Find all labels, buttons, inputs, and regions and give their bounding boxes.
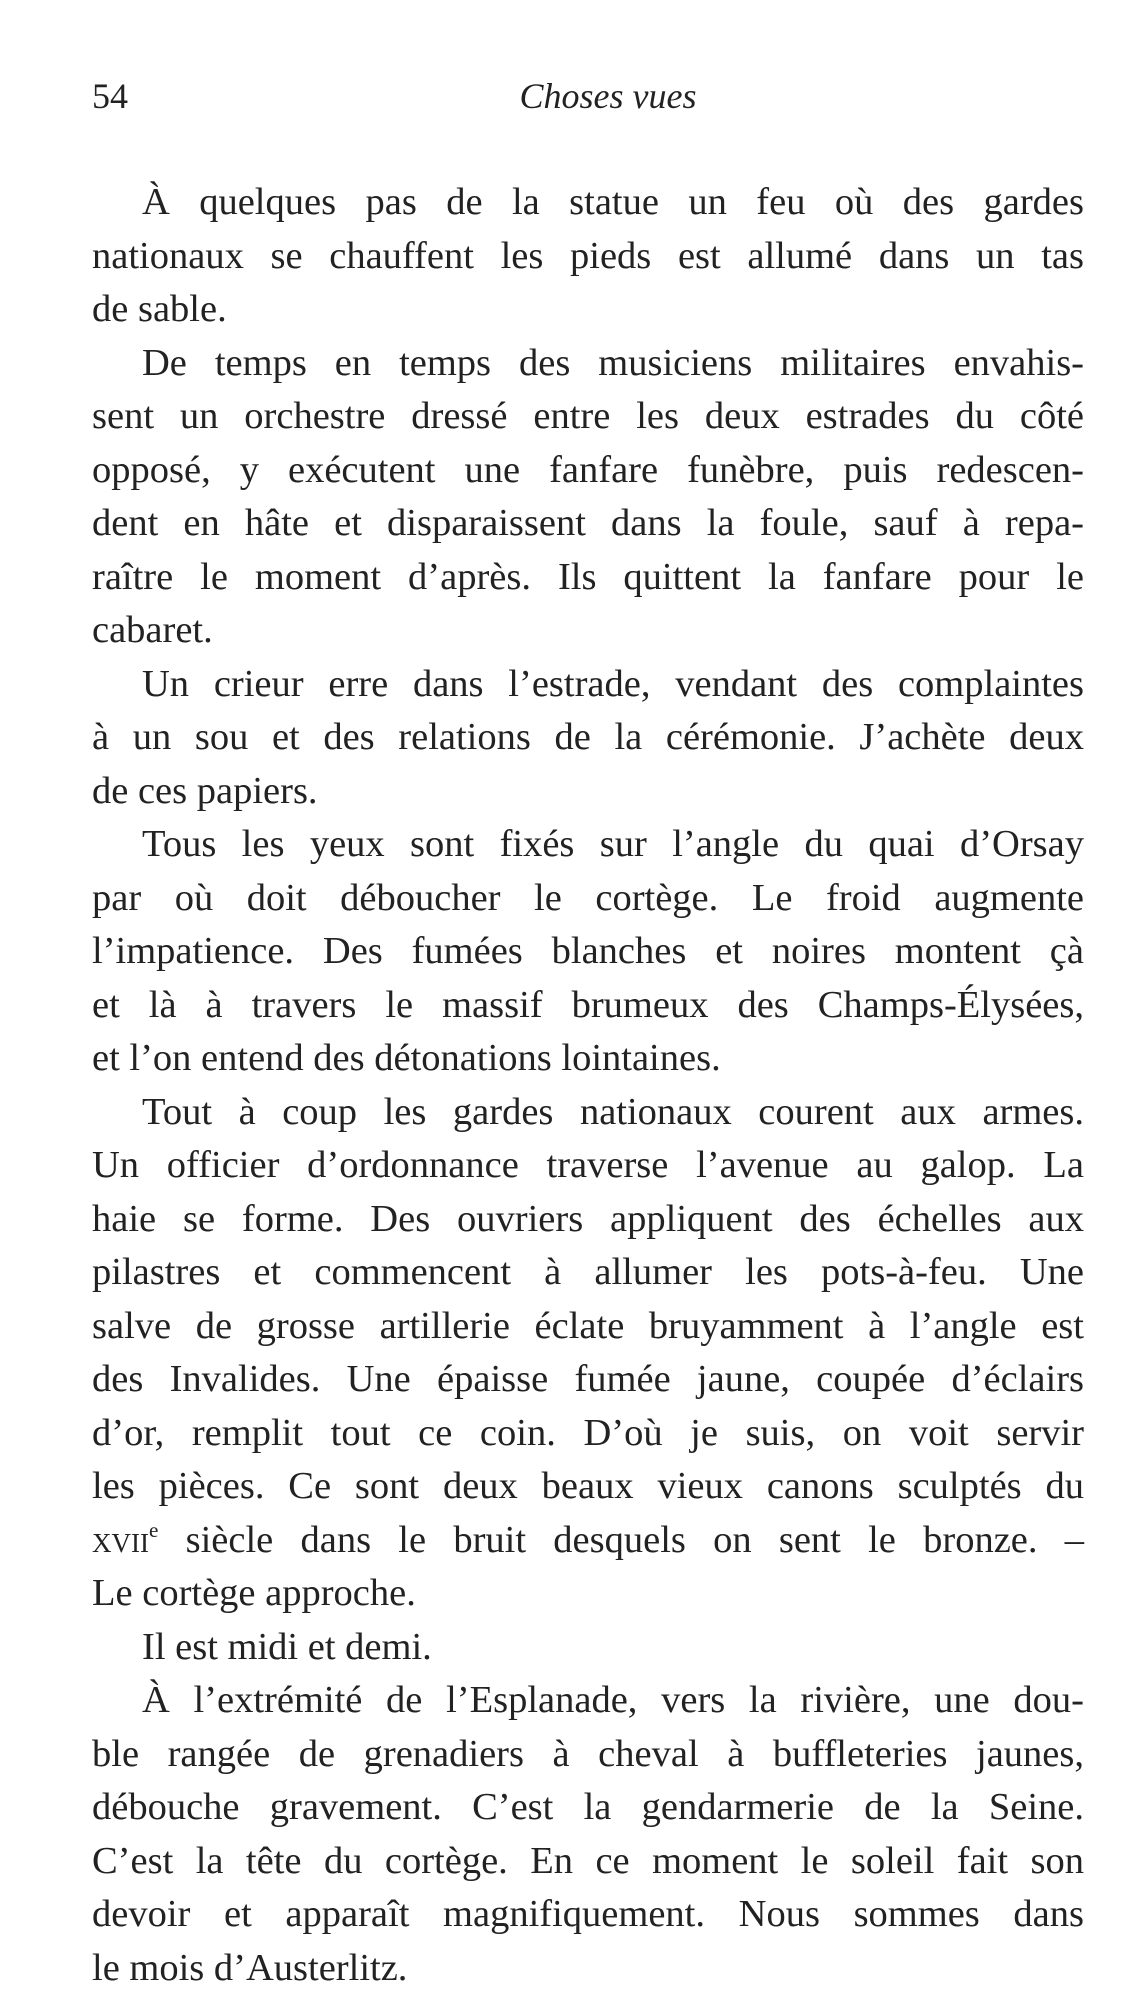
text-line: De temps en temps des musiciens militaires envahis- — [142, 341, 1084, 384]
century-line-rest: siècle dans le bruit desquels on sent le bronze. – — [158, 1518, 1084, 1561]
century-suffix: e — [148, 1517, 159, 1542]
text-line: pilastres et commencent à allumer les pots-à-feu. Une — [92, 1251, 1084, 1293]
running-title: Choses vues — [519, 76, 697, 116]
text-line-century — [92, 1514, 1084, 1568]
century-numeral: xvii — [92, 1518, 149, 1561]
text-line: À quelques pas de la statue un feu où des gardes — [142, 181, 1084, 223]
text-line: les pièces. Ce sont deux beaux vieux canons sculptés du — [92, 1465, 1084, 1507]
text-line: de sable. — [92, 288, 227, 330]
text-line: par où doit déboucher le cortège. Le froid augmente — [92, 876, 1084, 919]
text-line: Le cortège approche. — [92, 1572, 416, 1614]
text-line: Un crieur erre dans l’estrade, vendant des complaintes — [142, 662, 1084, 705]
text-line: C’est la tête du cortège. En ce moment le soleil fait son — [92, 1839, 1084, 1882]
text-line: cabaret. — [92, 609, 213, 651]
text-line: débouche gravement. C’est la gendarmerie de la Seine. — [92, 1786, 1084, 1828]
text-line: Un officier d’ordonnance traverse l’avenue au galop. La — [92, 1144, 1084, 1186]
text-line: à un sou et des relations de la cérémonie. J’achète deux — [92, 716, 1084, 758]
text-line: opposé, y exécutent une fanfare funèbre, puis redescen- — [92, 448, 1084, 491]
text-line: d’or, remplit tout ce coin. D’où je suis, on voit servir — [92, 1411, 1084, 1454]
page-number: 54 — [92, 76, 128, 116]
page-header — [92, 70, 1084, 122]
text-line: devoir et apparaît magnifiquement. Nous sommes dans — [92, 1893, 1084, 1935]
text-line: Tous les yeux sont fixés sur l’angle du quai d’Orsay — [142, 823, 1084, 865]
text-line: dent en hâte et disparaissent dans la foule, sauf à repa- — [92, 502, 1084, 544]
text-line: haie se forme. Des ouvriers appliquent des échelles aux — [92, 1197, 1084, 1240]
text-line: Tout à coup les gardes nationaux courent aux armes. — [142, 1090, 1084, 1133]
text-line: sent un orchestre dressé entre les deux estrades du côté — [92, 395, 1084, 437]
text-line: raître le moment d’après. Ils quittent la fanfare pour le — [92, 555, 1084, 598]
body-text — [92, 176, 1084, 1995]
text-line: et l’on entend des détonations lointaines. — [92, 1037, 721, 1079]
text-line: l’impatience. Des fumées blanches et noires montent çà — [92, 930, 1084, 972]
text-line: nationaux se chauffent les pieds est allumé dans un tas — [92, 234, 1084, 277]
text-line: des Invalides. Une épaisse fumée jaune, coupée d’éclairs — [92, 1358, 1084, 1400]
text-line: de ces papiers. — [92, 769, 318, 812]
text-line: le mois d’Austerlitz. — [92, 1946, 408, 1989]
text-line: À l’extrémité de l’Esplanade, vers la rivière, une dou- — [142, 1679, 1084, 1721]
text-line: ble rangée de grenadiers à cheval à buffleteries jaunes, — [92, 1732, 1084, 1775]
text-line: salve de grosse artillerie éclate bruyamment à l’angle est — [92, 1304, 1084, 1347]
text-line: Il est midi et demi. — [142, 1625, 432, 1668]
text-line: et là à travers le massif brumeux des Champs-Élysées, — [92, 983, 1084, 1026]
